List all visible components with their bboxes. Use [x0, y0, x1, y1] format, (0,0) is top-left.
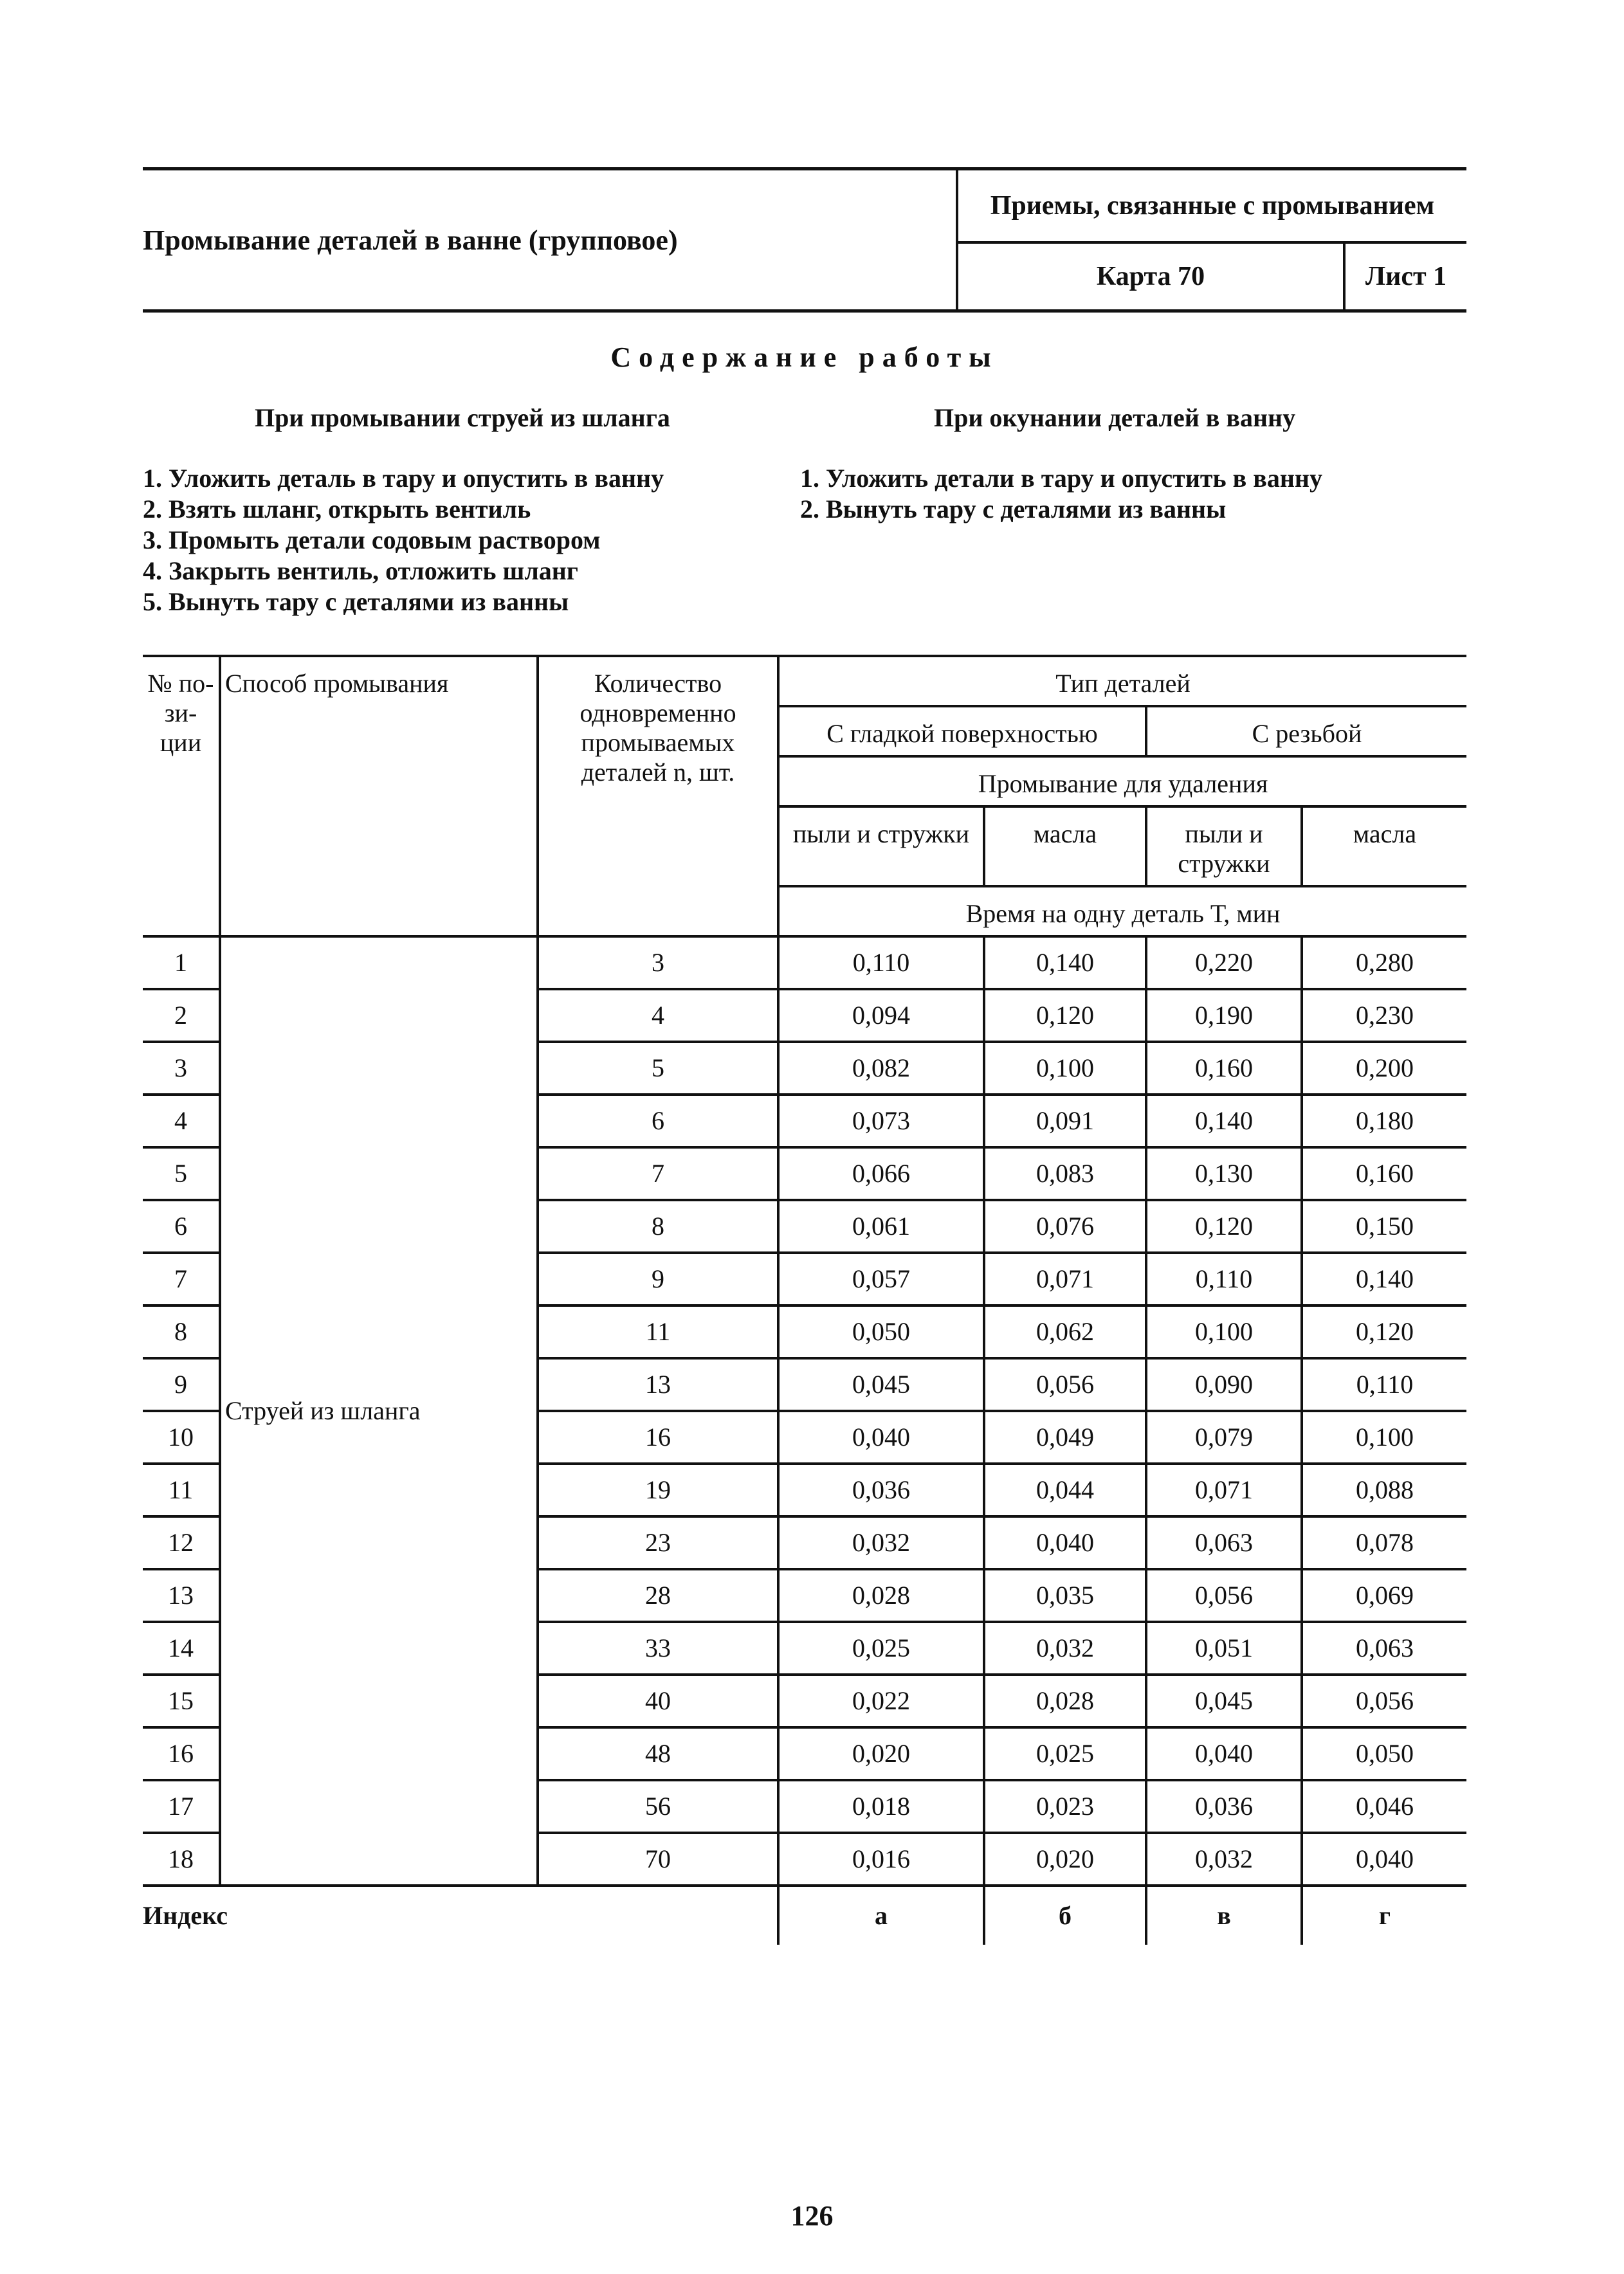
cell-position: 11 [143, 1464, 220, 1516]
dip-step: 2. Вынуть тару с деталями из ванны [800, 495, 1227, 523]
cell-smooth-oil: 0,100 [984, 1042, 1146, 1095]
header-section: Приемы, связанные с промыванием [958, 170, 1466, 244]
cell-count: 70 [538, 1833, 778, 1886]
cell-thread-oil: 0,150 [1302, 1200, 1466, 1253]
hose-step: 2. Взять шланг, открыть вентиль [143, 495, 531, 523]
col-time-header: Время на одну деталь Т, мин [778, 886, 1466, 936]
cell-thread-dust: 0,160 [1146, 1042, 1302, 1095]
cell-thread-dust: 0,045 [1146, 1675, 1302, 1727]
cell-smooth-dust: 0,036 [778, 1464, 984, 1516]
cell-smooth-oil: 0,120 [984, 989, 1146, 1042]
cell-smooth-dust: 0,018 [778, 1780, 984, 1833]
cell-count: 7 [538, 1147, 778, 1200]
cell-count: 5 [538, 1042, 778, 1095]
cell-thread-dust: 0,063 [1146, 1516, 1302, 1569]
cell-smooth-dust: 0,073 [778, 1095, 984, 1147]
cell-smooth-dust: 0,020 [778, 1727, 984, 1780]
col-count-header: Количество одновременно промываемых деталей n, шт. [538, 656, 778, 936]
cell-count: 33 [538, 1622, 778, 1675]
cell-thread-oil: 0,063 [1302, 1622, 1466, 1675]
col-oil-header: масла [984, 806, 1146, 886]
cell-smooth-dust: 0,066 [778, 1147, 984, 1200]
cell-thread-dust: 0,071 [1146, 1464, 1302, 1516]
index-value: б [984, 1886, 1146, 1945]
dip-step: 1. Уложить детали в тару и опустить в ванну [800, 464, 1322, 493]
cell-thread-dust: 0,040 [1146, 1727, 1302, 1780]
cell-thread-oil: 0,180 [1302, 1095, 1466, 1147]
cell-smooth-oil: 0,032 [984, 1622, 1146, 1675]
cell-position: 1 [143, 936, 220, 989]
cell-count: 16 [538, 1411, 778, 1464]
header-title: Промывание деталей в ванне (групповое) [143, 224, 678, 256]
cell-position: 15 [143, 1675, 220, 1727]
cell-smooth-dust: 0,032 [778, 1516, 984, 1569]
cell-thread-oil: 0,280 [1302, 936, 1466, 989]
cell-count: 40 [538, 1675, 778, 1727]
cell-smooth-oil: 0,020 [984, 1833, 1146, 1886]
cell-thread-oil: 0,088 [1302, 1464, 1466, 1516]
cell-count: 8 [538, 1200, 778, 1253]
cell-position: 3 [143, 1042, 220, 1095]
cell-thread-oil: 0,050 [1302, 1727, 1466, 1780]
header-card-number: Карта 70 [958, 244, 1346, 309]
cell-position: 17 [143, 1780, 220, 1833]
cell-smooth-dust: 0,094 [778, 989, 984, 1042]
cell-position: 18 [143, 1833, 220, 1886]
cell-thread-dust: 0,090 [1146, 1358, 1302, 1411]
col-thread-header: С резьбой [1146, 706, 1466, 756]
index-value: а [778, 1886, 984, 1945]
index-value: г [1302, 1886, 1466, 1945]
cell-smooth-dust: 0,082 [778, 1042, 984, 1095]
cell-count: 11 [538, 1305, 778, 1358]
cell-position: 6 [143, 1200, 220, 1253]
index-value: в [1146, 1886, 1302, 1945]
cell-smooth-dust: 0,110 [778, 936, 984, 989]
cell-position: 5 [143, 1147, 220, 1200]
cell-thread-dust: 0,036 [1146, 1780, 1302, 1833]
cell-thread-oil: 0,046 [1302, 1780, 1466, 1833]
cell-position: 2 [143, 989, 220, 1042]
cell-thread-oil: 0,160 [1302, 1147, 1466, 1200]
table-row [143, 936, 1466, 989]
col-position-header: № по-зи-ции [143, 656, 220, 936]
col-wash-header: Промывание для удаления [778, 756, 1466, 806]
table-header-row [143, 656, 1466, 706]
cell-thread-oil: 0,078 [1302, 1516, 1466, 1569]
dip-steps [800, 463, 1322, 525]
hose-heading: При промывании струей из шланга [255, 403, 670, 432]
cell-thread-oil: 0,040 [1302, 1833, 1466, 1886]
hose-step: 5. Вынуть тару с деталями из ванны [143, 587, 569, 616]
cell-position: 14 [143, 1622, 220, 1675]
cell-thread-oil: 0,056 [1302, 1675, 1466, 1727]
cell-smooth-oil: 0,056 [984, 1358, 1146, 1411]
cell-smooth-oil: 0,025 [984, 1727, 1146, 1780]
cell-position: 10 [143, 1411, 220, 1464]
cell-position: 4 [143, 1095, 220, 1147]
cell-thread-oil: 0,230 [1302, 989, 1466, 1042]
cell-smooth-oil: 0,049 [984, 1411, 1146, 1464]
col-method-header: Способ промывания [220, 656, 538, 936]
cell-thread-dust: 0,032 [1146, 1833, 1302, 1886]
page-number: 126 [790, 2200, 834, 2232]
cell-count: 19 [538, 1464, 778, 1516]
cell-count: 48 [538, 1727, 778, 1780]
cell-thread-dust: 0,130 [1146, 1147, 1302, 1200]
cell-thread-dust: 0,190 [1146, 989, 1302, 1042]
cell-count: 28 [538, 1569, 778, 1622]
cell-thread-oil: 0,120 [1302, 1305, 1466, 1358]
header-sheet-number: Лист 1 [1365, 262, 1447, 291]
cell-smooth-dust: 0,025 [778, 1622, 984, 1675]
cell-thread-dust: 0,140 [1146, 1095, 1302, 1147]
cell-smooth-oil: 0,071 [984, 1253, 1146, 1305]
cell-smooth-dust: 0,050 [778, 1305, 984, 1358]
cell-thread-oil: 0,200 [1302, 1042, 1466, 1095]
cell-thread-dust: 0,100 [1146, 1305, 1302, 1358]
cell-smooth-dust: 0,022 [778, 1675, 984, 1727]
cell-thread-dust: 0,051 [1146, 1622, 1302, 1675]
cell-smooth-oil: 0,028 [984, 1675, 1146, 1727]
hose-steps [143, 463, 664, 617]
cell-position: 8 [143, 1305, 220, 1358]
cell-position: 7 [143, 1253, 220, 1305]
cell-thread-oil: 0,069 [1302, 1569, 1466, 1622]
cell-count: 3 [538, 936, 778, 989]
cell-smooth-dust: 0,061 [778, 1200, 984, 1253]
cell-thread-oil: 0,100 [1302, 1411, 1466, 1464]
cell-thread-dust: 0,056 [1146, 1569, 1302, 1622]
cell-thread-oil: 0,110 [1302, 1358, 1466, 1411]
cell-count: 13 [538, 1358, 778, 1411]
cell-count: 23 [538, 1516, 778, 1569]
cell-smooth-dust: 0,028 [778, 1569, 984, 1622]
hose-step: 1. Уложить деталь в тару и опустить в ванну [143, 464, 664, 493]
cell-position: 16 [143, 1727, 220, 1780]
norms-table [143, 655, 1466, 1945]
cell-smooth-dust: 0,016 [778, 1833, 984, 1886]
cell-position: 13 [143, 1569, 220, 1622]
cell-smooth-dust: 0,040 [778, 1411, 984, 1464]
dip-heading: При окунании деталей в ванну [934, 403, 1296, 432]
cell-smooth-oil: 0,044 [984, 1464, 1146, 1516]
cell-count: 6 [538, 1095, 778, 1147]
content-title: Содержание работы [610, 341, 999, 373]
cell-thread-dust: 0,079 [1146, 1411, 1302, 1464]
cell-count: 9 [538, 1253, 778, 1305]
cell-thread-dust: 0,110 [1146, 1253, 1302, 1305]
index-label: Индекс [143, 1886, 778, 1945]
cell-smooth-oil: 0,083 [984, 1147, 1146, 1200]
col-oil-header: масла [1302, 806, 1466, 886]
cell-thread-dust: 0,120 [1146, 1200, 1302, 1253]
hose-step: 3. Промыть детали содовым раствором [143, 525, 601, 554]
cell-thread-oil: 0,140 [1302, 1253, 1466, 1305]
cell-smooth-oil: 0,040 [984, 1516, 1146, 1569]
cell-smooth-dust: 0,045 [778, 1358, 984, 1411]
cell-smooth-oil: 0,062 [984, 1305, 1146, 1358]
cell-smooth-oil: 0,035 [984, 1569, 1146, 1622]
hose-step: 4. Закрыть вентиль, отложить шланг [143, 556, 578, 585]
cell-smooth-oil: 0,140 [984, 936, 1146, 989]
cell-smooth-dust: 0,057 [778, 1253, 984, 1305]
cell-count: 4 [538, 989, 778, 1042]
cell-thread-dust: 0,220 [1146, 936, 1302, 989]
cell-smooth-oil: 0,023 [984, 1780, 1146, 1833]
col-dust-header: пыли и стружки [1146, 806, 1302, 886]
cell-method: Струей из шланга [220, 936, 538, 1886]
cell-smooth-oil: 0,076 [984, 1200, 1146, 1253]
cell-position: 9 [143, 1358, 220, 1411]
col-dust-header: пыли и стружки [778, 806, 984, 886]
cell-position: 12 [143, 1516, 220, 1569]
cell-smooth-oil: 0,091 [984, 1095, 1146, 1147]
document-header [143, 167, 1466, 313]
cell-count: 56 [538, 1780, 778, 1833]
col-type-header: Тип деталей [778, 656, 1466, 706]
col-smooth-header: С гладкой поверхностью [778, 706, 1146, 756]
index-row [143, 1886, 1466, 1945]
